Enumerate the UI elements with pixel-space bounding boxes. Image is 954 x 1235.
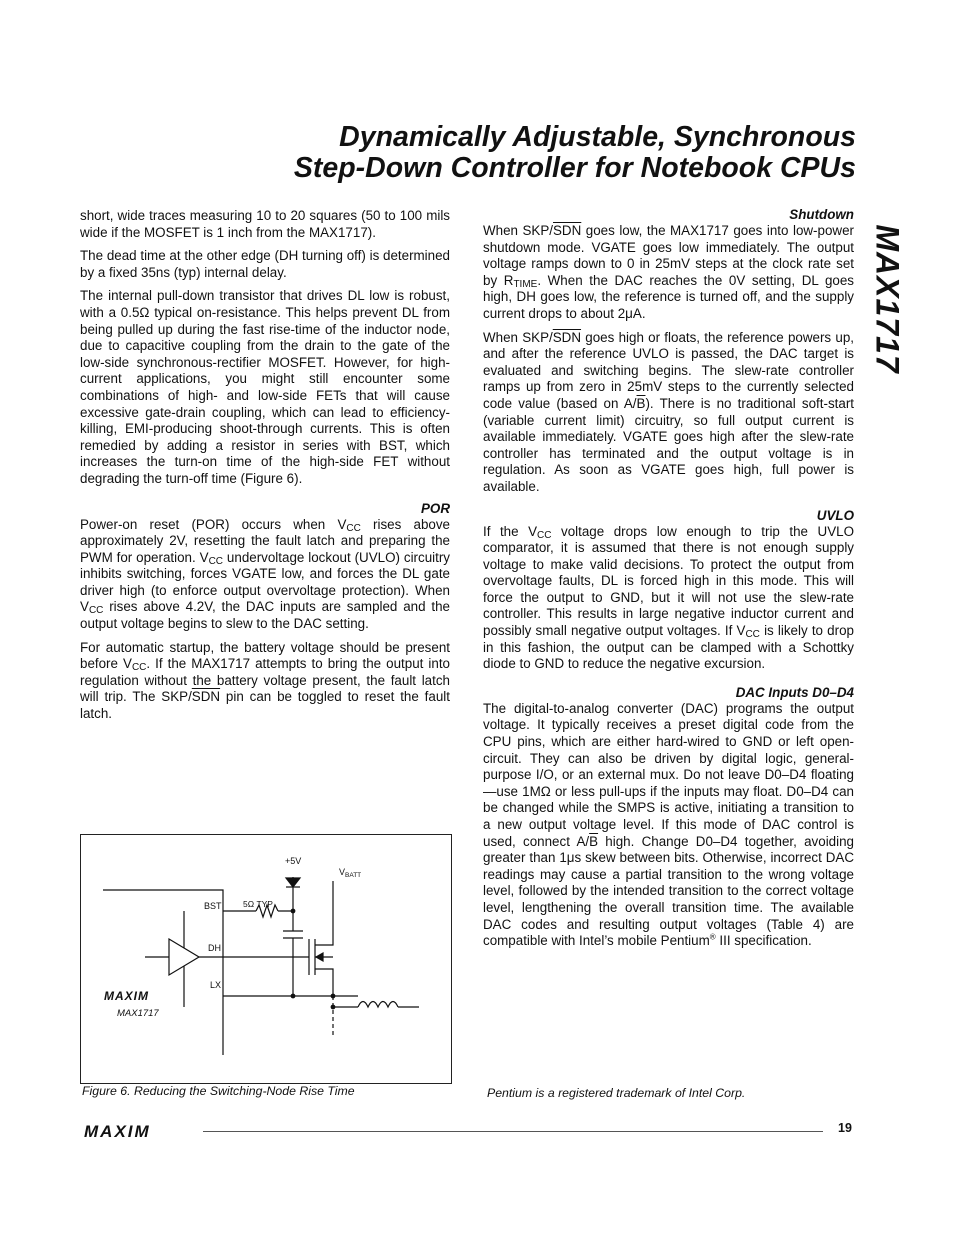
diode-icon [286,878,300,887]
schematic-diagram [81,835,451,1083]
footer-maxim-logo-icon [84,1123,194,1139]
page-number: 19 [838,1121,852,1135]
inductor-icon [358,1002,398,1008]
right-column [483,207,854,957]
bootstrap-capacitor-icon [283,931,303,938]
side-part-number [862,214,912,384]
heading-dac-inputs: DAC Inputs D0–D4 [735,684,854,700]
paragraph-pull-down: The internal pull-down transistor that drives DL low is robust, with a 0.5Ω typical on-resistance. This helps prevent DL from being pulled up during the fast rise-time of the inductor node, due to capacitive coupling from the drain to the gate of the low-side synchronous-rectifier MOSFET. However, for high-current applications, you might still encounter some combinations of high- and low-side FETs that will cause excessive gate-drain coupling, which can lead to efficiency-killing, EMI-producing shoot-through currents. This is often remedied by adding a resistor in series with BST, which increases the turn-on time of the high-side FET without degrading the turn-off time (Figure 6). [80,288,450,486]
paragraph-shutdown-2: When SKP/$\overline{SDN}$ goes high or floats, the reference powers up, and after the reference UVLO is passed, the DAC target is evaluated and switching begins. The slew-rate controller ramps up from zero in 25mV steps to the currently selected code value (based on $A/\overline{B}$). There is no traditional soft-start (variable current limit) circuitry, so full output current is available immediately. VGATE goes high after the slew-rate controller has terminated and the output voltage is in regulation. As soon as VGATE goes high, full power is available. [483,329,854,494]
label-lx: LX [210,980,222,990]
figure-6-schematic [80,834,452,1084]
mosfet-arrow-icon [316,953,323,961]
ic-outline [103,890,223,1055]
trademark-footnote: Pentium is a registered trademark of Intel Corp. [487,1086,746,1100]
paragraph-por-2: For automatic startup, the battery voltage should be present before $V_{CC}$. If the MAX1717 attempts to bring the output into regulation without the battery voltage present, the fault latch will trip. The SKP/$\overline{SDN}$ pin can be toggled to reset the fault latch. [80,639,450,722]
left-column [80,208,450,730]
maxim-logo-icon: MAXIM [104,989,149,1003]
figure-caption: Figure 6. Reducing the Switching-Node Rise Time [82,1084,355,1098]
page-title [294,122,856,184]
part-number-text: MAX1717 [869,224,906,374]
label-bst: BST [204,901,222,911]
paragraph-uvlo: If the $V_{CC}$ voltage drops low enough to trip the UVLO comparator, it is assumed that there is not enough supply voltage to make valid decisions. To protect the output from overvoltage faults, DL is forced high in this mode. This will force the output to GND, but it will not use the slew-rate controller. This results in large negative inductor current and possibly small negative output voltages. If $V_{CC}$ is likely to drop in this fashion, the output can be clamped with a Schottky diode to GND to reduce the negative excursion. [483,523,854,672]
svg-text:MAXIM: MAXIM [84,1123,151,1139]
paragraph-traces: short, wide traces measuring 10 to 20 squares (50 to 100 mils wide if the MOSFET is 1 inch from the MAX1717). [80,208,450,240]
heading-por: POR [420,500,450,516]
footer-divider [203,1131,823,1132]
label-dh: DH [208,943,221,953]
paragraph-por-1: Power-on reset (POR) occurs when $V_{CC}$ rises above approximately 2V, resetting the fault latch and preparing the PWM for operation. $V_{CC}$ undervoltage lockout (UVLO) circuitry inhibits switching, forces VGATE low, and forces the DL gate driver high (to enforce output overvoltage protection). When $V_{CC}$ rises above 4.2V, the DAC inputs are sampled and the output voltage begins to slew to the DAC setting. [80,516,450,632]
heading-shutdown: Shutdown [789,207,854,222]
paragraph-dead-time: The dead time at the other edge (DH turning off) is determined by a fixed 35ns (typ) internal delay. [80,248,450,280]
label-vbatt: $V_{BATT}$ [339,867,362,879]
title-line-2: Step-Down Controller for Notebook CPUs [293,152,856,184]
title-line-1: Dynamically Adjustable, Synchronous [339,121,856,153]
label-plus5v: +5V [285,856,302,866]
heading-uvlo: UVLO [816,507,854,523]
label-resistor: 5Ω TYP [243,899,273,909]
paragraph-dac: The digital-to-analog converter (DAC) programs the output voltage. It typically receives a preset digital code from the CPU pins, which are either hard-wired to GND or left open-circuit. They can also be driven by digital logic, general-purpose I/O, or an external mux. Do not leave D0–D4 floating—use 1MΩ or less pull-ups if the inputs may float. D0–D4 can be changed while the SMPS is active, initiating a transition to a new output voltage level. If this mode of DAC control is used, connect $A/\overline{B}$ high. Change D0–D4 together, avoiding greater than 1μs skew between bits. Otherwise, incorrect DAC readings may cause a partial transition to the wrong voltage level, followed by the intended transition to the correct voltage level, lengthening the overall transition time. The available DAC codes and resulting output voltages (Table 4) are compatible with Intel’s mobile Pentium® III specification. [483,700,854,949]
paragraph-shutdown-1: When SKP/$\overline{SDN}$ goes low, the MAX1717 goes into low-power shutdown mode. VGATE goes low immediately. The output voltage ramps down to 0 in 25mV steps at the clock rate set by $R_{TIME}$. When the DAC reaches the 0V setting, DL goes high, DH goes low, the reference is turned off, and the supply current drops to about 2μA. [483,223,854,321]
chip-name-label: MAX1717 [117,1008,159,1019]
